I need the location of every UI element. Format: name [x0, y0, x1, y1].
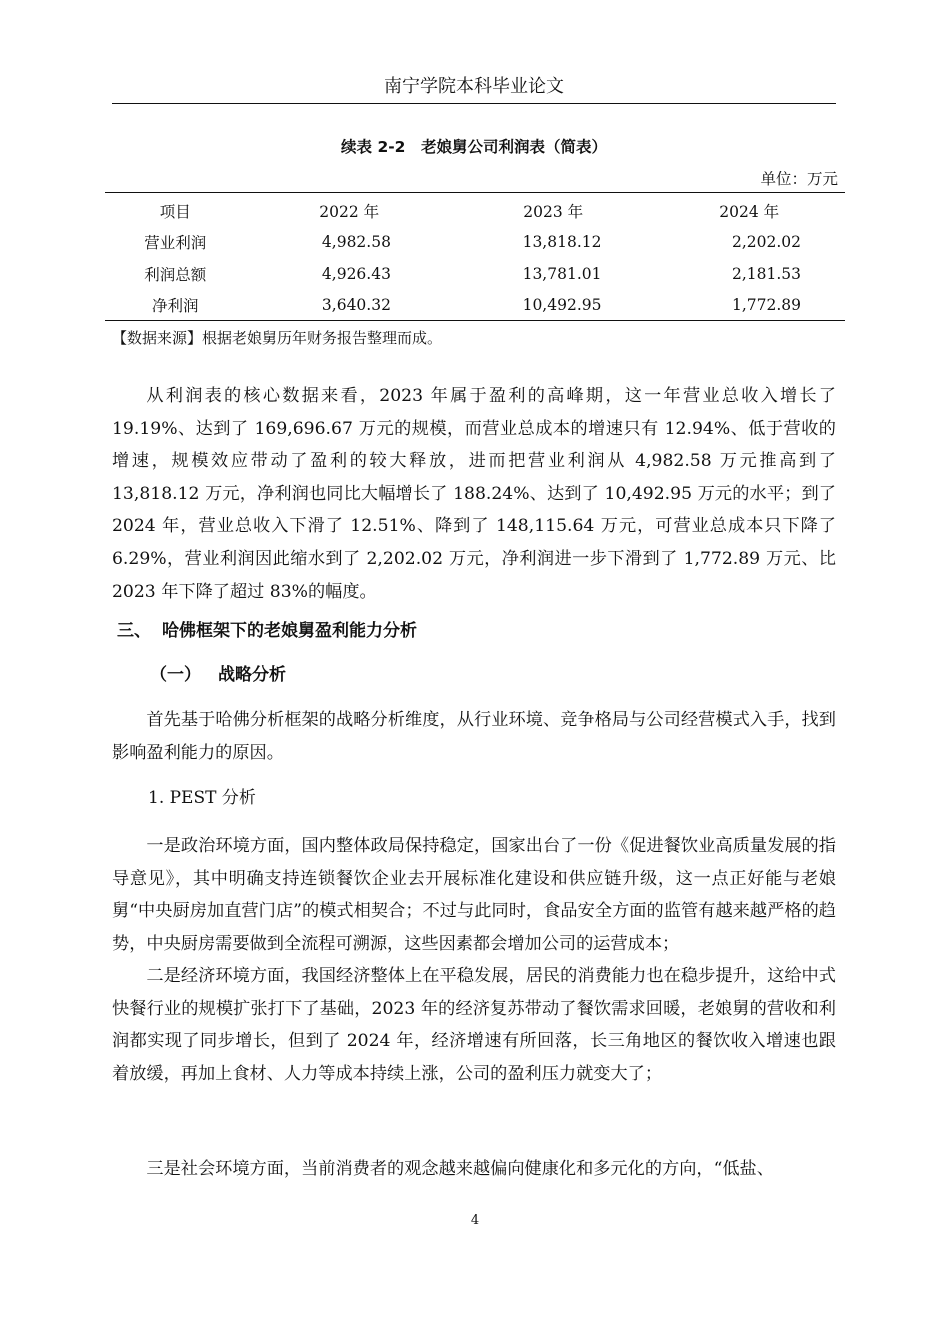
table-cell: 1,772.89: [731, 296, 801, 315]
section-heading: [117, 618, 417, 644]
table-cell: 10,492.95: [522, 296, 602, 315]
row-label: 净利润: [151, 297, 199, 316]
section-title: 哈佛框架下的老娘舅盈利能力分析: [162, 621, 417, 641]
section-number: 三、: [117, 621, 151, 641]
header-rule: [112, 103, 836, 104]
table-row: [105, 227, 845, 259]
body-paragraph: 二是经济环境方面，我国经济整体上在平稳发展，居民的消费能力也在稳步提升，这给中式快餐行业的规模扩张打下了基础，2023 年的经济复苏带动了餐饮需求回暖，老娘舅的营收和利润都实现了同步增长，但到了 2024 年，经济增速有所回落，长三角地区的餐饮收入增速也跟着放缓，再加上食材、人力等成本持续上涨，公司的盈利压力就变大了；: [112, 966, 836, 1084]
table-row: [105, 290, 845, 322]
body-paragraph: 从利润表的核心数据来看，2023 年属于盈利的高峰期，这一年营业总收入增长了 19.19%、达到了 169,696.67 万元的规模，而营业总成本的增速只有 12.94%、低于营收的增速，规模效应带动了盈利的较大释放，进而把营业利润从 4,982.58 万元推高到了 13,818.12 万元，净利润也同比大幅增长了 188.24%、达到了 10,492.95 万元的水平；到了 2024 年，营业总收入下滑了 12.51%、降到了 148,115.64 万元，可营业总成本只下降了 6.29%，营业利润因此缩水到了 2,202.02 万元，净利润进一步下滑到了 1,772.89 万元、比 2023 年下降了超过 83%的幅度。: [112, 386, 836, 602]
table-cell: 3,640.32: [321, 296, 391, 315]
table-cell: 4,926.43: [321, 264, 391, 283]
table-row: [105, 258, 845, 290]
subsection-title: 战略分析: [218, 665, 286, 685]
table-cell: 13,818.12: [522, 233, 602, 252]
table-cell: 2,202.02: [731, 233, 801, 252]
table-bottom-rule: [105, 320, 845, 321]
body-paragraph: 一是政治环境方面，国内整体政局保持稳定，国家出台了一份《促进餐饮业高质量发展的指导意见》，其中明确支持连锁餐饮企业去开展标准化建设和供应链升级，这一点正好能与老娘舅“中央厨房加直营门店”的模式相契合；不过与此同时，食品安全方面的监管有越来越严格的趋势，中央厨房需要做到全流程可溯源，这些因素都会增加公司的运营成本；: [112, 836, 836, 954]
table-unit: 单位：万元: [760, 170, 838, 188]
row-label: 营业利润: [144, 234, 207, 253]
page-number: 4: [470, 1213, 480, 1228]
table-cell: 4,982.58: [321, 233, 391, 252]
body-paragraph: 三是社会环境方面，当前消费者的观念越来越偏向健康化和多元化的方向，“低盐、: [146, 1159, 774, 1179]
row-label: 利润总额: [144, 265, 207, 284]
column-header: 2022 年: [319, 202, 380, 221]
column-header: 2023 年: [523, 202, 584, 221]
column-header: 2024 年: [719, 202, 780, 221]
table-top-rule: [105, 192, 845, 193]
running-header: 南宁学院本科毕业论文: [384, 76, 564, 97]
table-cell: 13,781.01: [522, 264, 602, 283]
subsection-number: （一）: [150, 665, 201, 685]
column-header: 项目: [159, 202, 191, 221]
table-cell: 2,181.53: [731, 264, 801, 283]
table-header-row: [105, 195, 845, 227]
table-caption: 续表 2-2 老娘舅公司利润表（简表）: [341, 138, 607, 156]
table-source-note: 【数据来源】根据老娘舅历年财务报告整理而成。: [112, 329, 443, 347]
profit-table: [105, 195, 845, 321]
subsection-heading: [150, 662, 286, 688]
subsubsection-heading: 1. PEST 分析: [148, 788, 256, 808]
body-paragraph: 首先基于哈佛分析框架的战略分析维度，从行业环境、竞争格局与公司经营模式入手，找到影响盈利能力的原因。: [112, 710, 836, 763]
